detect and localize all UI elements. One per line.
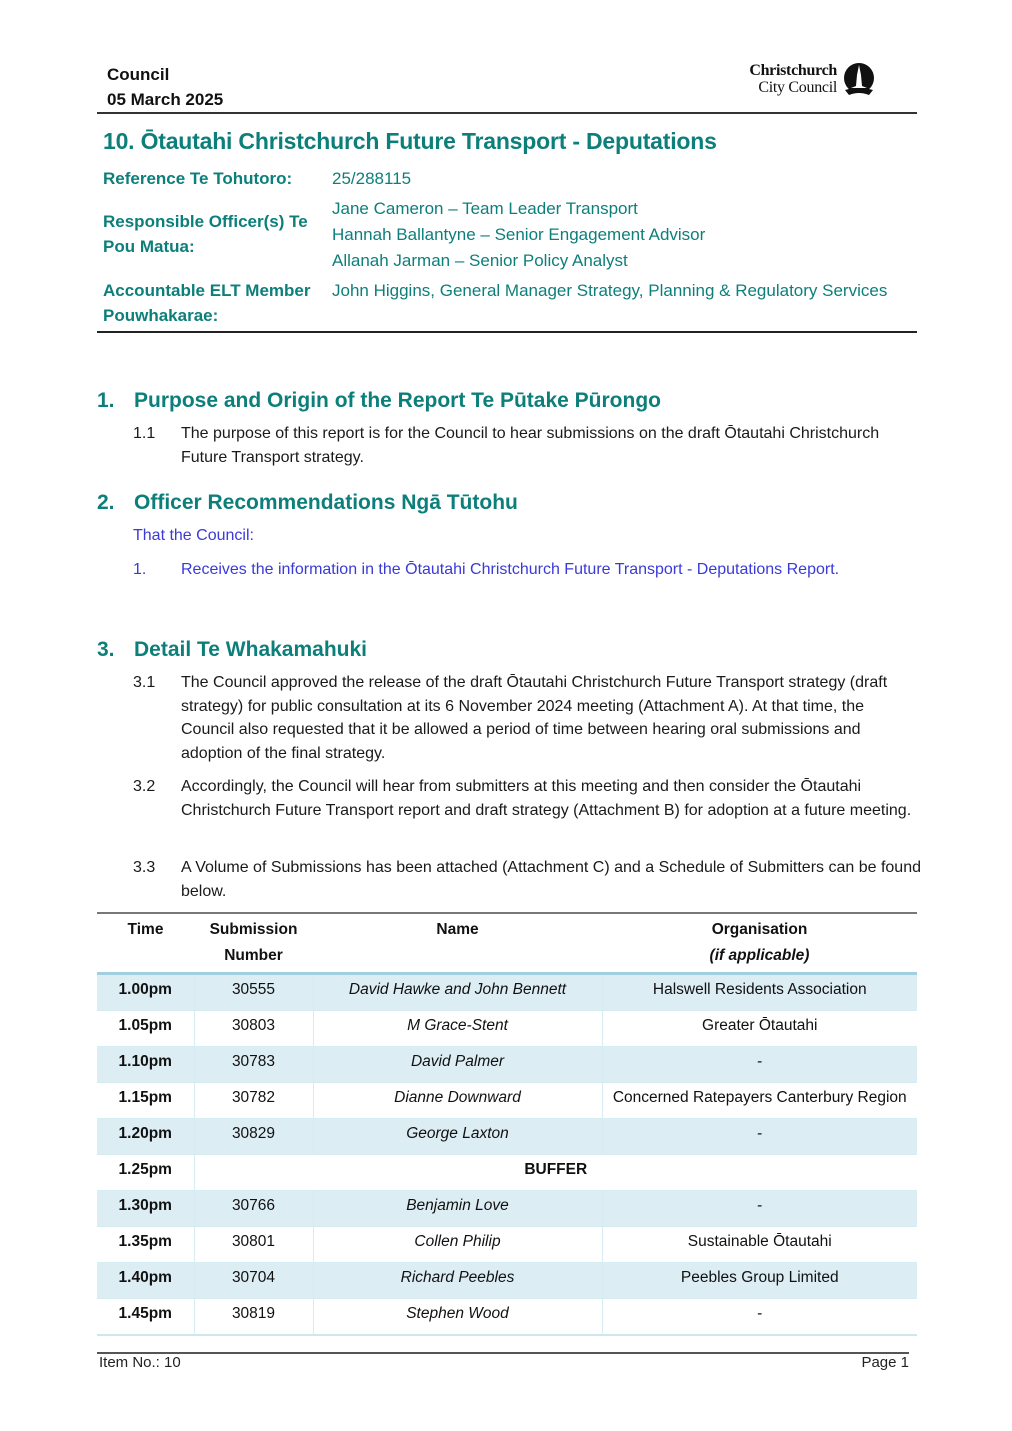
table-row — [97, 1299, 917, 1336]
meta-value: Jane Cameron – Team Leader Transport — [332, 199, 638, 218]
section-heading-detail: 3. Detail Te Whakamahuki — [97, 638, 368, 661]
meeting-name: Council — [107, 65, 170, 84]
cell-name: David Palmer — [313, 1047, 602, 1083]
meta-value: Allanah Jarman – Senior Policy Analyst — [332, 251, 628, 270]
cell-name: Stephen Wood — [313, 1299, 602, 1336]
cell-time: 1.30pm — [97, 1191, 194, 1227]
cell-time: 1.00pm — [97, 974, 194, 1011]
cell-number: 30783 — [194, 1047, 313, 1083]
cell-organisation: - — [602, 1299, 917, 1336]
footer-item-number: Item No.: 10 — [99, 1354, 181, 1371]
schedule-of-submitters-table — [97, 912, 917, 1336]
table-header-row — [97, 913, 917, 974]
cell-organisation: Sustainable Ōtautahi — [602, 1227, 917, 1263]
section-heading-purpose: 1. Purpose and Origin of the Report Te Pūtake Pūrongo — [97, 389, 661, 412]
cell-name: Dianne Downward — [313, 1083, 602, 1119]
cell-name: Collen Philip — [313, 1227, 602, 1263]
header-rule — [97, 112, 917, 114]
cell-organisation: - — [602, 1191, 917, 1227]
cell-organisation: Halswell Residents Association — [602, 974, 917, 1011]
meta-label: Reference Te Tohutoro: — [103, 169, 293, 188]
cell-organisation: - — [602, 1119, 917, 1155]
cell-number: 30801 — [194, 1227, 313, 1263]
cell-time: 1.40pm — [97, 1263, 194, 1299]
cell-time: 1.45pm — [118, 1305, 172, 1322]
meta-label: Responsible Officer(s) Te Pou Matua: — [103, 212, 308, 256]
cell-organisation: Greater Ōtautahi — [602, 1011, 917, 1047]
section-heading-recommendations: 2. Officer Recommendations Ngā Tūtohu — [97, 491, 518, 514]
table-row — [97, 1083, 917, 1119]
footer-page-number: Page 1 — [861, 1354, 909, 1371]
cell-number: 30766 — [194, 1191, 313, 1227]
cell-number: 30819 — [194, 1299, 313, 1336]
table-row — [97, 1263, 917, 1299]
cell-time: 1.15pm — [118, 1089, 172, 1106]
cell-number: 30803 — [194, 1011, 313, 1047]
cell-name: Richard Peebles — [313, 1263, 602, 1299]
table-row — [97, 1011, 917, 1047]
cell-number: 30829 — [194, 1119, 313, 1155]
council-logo — [747, 62, 897, 102]
report-title: 10. Ōtautahi Christchurch Future Transport - Deputations — [103, 128, 717, 154]
meta-rule — [97, 331, 917, 333]
cell-name: David Hawke and John Bennett — [313, 974, 602, 1011]
cell-name: George Laxton — [313, 1119, 602, 1155]
meta-value: 25/288115 — [332, 169, 412, 188]
cell-buffer: BUFFER — [194, 1155, 917, 1191]
column-header-submission-number: Submission Number — [209, 921, 298, 964]
page-header — [107, 62, 223, 112]
table-row — [97, 1119, 917, 1155]
cell-number: 30704 — [194, 1263, 313, 1299]
cathedral-logo-icon — [841, 62, 877, 98]
column-header-organisation: Organisation (if applicable) — [709, 921, 810, 964]
table-row — [97, 1191, 917, 1227]
cell-name: Benjamin Love — [313, 1191, 602, 1227]
logo-line-1: Christchurch — [749, 62, 837, 79]
meta-value: Hannah Ballantyne – Senior Engagement Advisor — [332, 225, 706, 244]
cell-number: 30555 — [194, 974, 313, 1011]
footer-rule — [97, 1352, 909, 1354]
table-row — [97, 1047, 917, 1083]
meta-label: Accountable ELT Member Pouwhakarae: — [103, 281, 311, 325]
cell-time: 1.20pm — [97, 1119, 194, 1155]
table-row — [97, 974, 917, 1011]
cell-time: 1.25pm — [118, 1161, 172, 1178]
cell-organisation: Concerned Ratepayers Canterbury Region — [602, 1083, 917, 1119]
column-header-time: Time — [127, 921, 164, 938]
meta-value: John Higgins, General Manager Strategy, Planning & Regulatory Services — [332, 281, 888, 300]
table-row — [97, 1227, 917, 1263]
logo-line-2: City Council — [758, 79, 837, 96]
cell-organisation: - — [602, 1047, 917, 1083]
table-row-buffer — [97, 1155, 917, 1191]
recommendation-intro: That the Council: — [133, 527, 254, 544]
cell-name: M Grace-Stent — [313, 1011, 602, 1047]
cell-time: 1.05pm — [118, 1017, 172, 1034]
cell-number: 30782 — [194, 1083, 313, 1119]
cell-time: 1.35pm — [118, 1233, 172, 1250]
meeting-date: 05 March 2025 — [107, 90, 224, 109]
column-header-name: Name — [436, 921, 479, 938]
cell-organisation: Peebles Group Limited — [602, 1263, 917, 1299]
cell-time: 1.10pm — [97, 1047, 194, 1083]
